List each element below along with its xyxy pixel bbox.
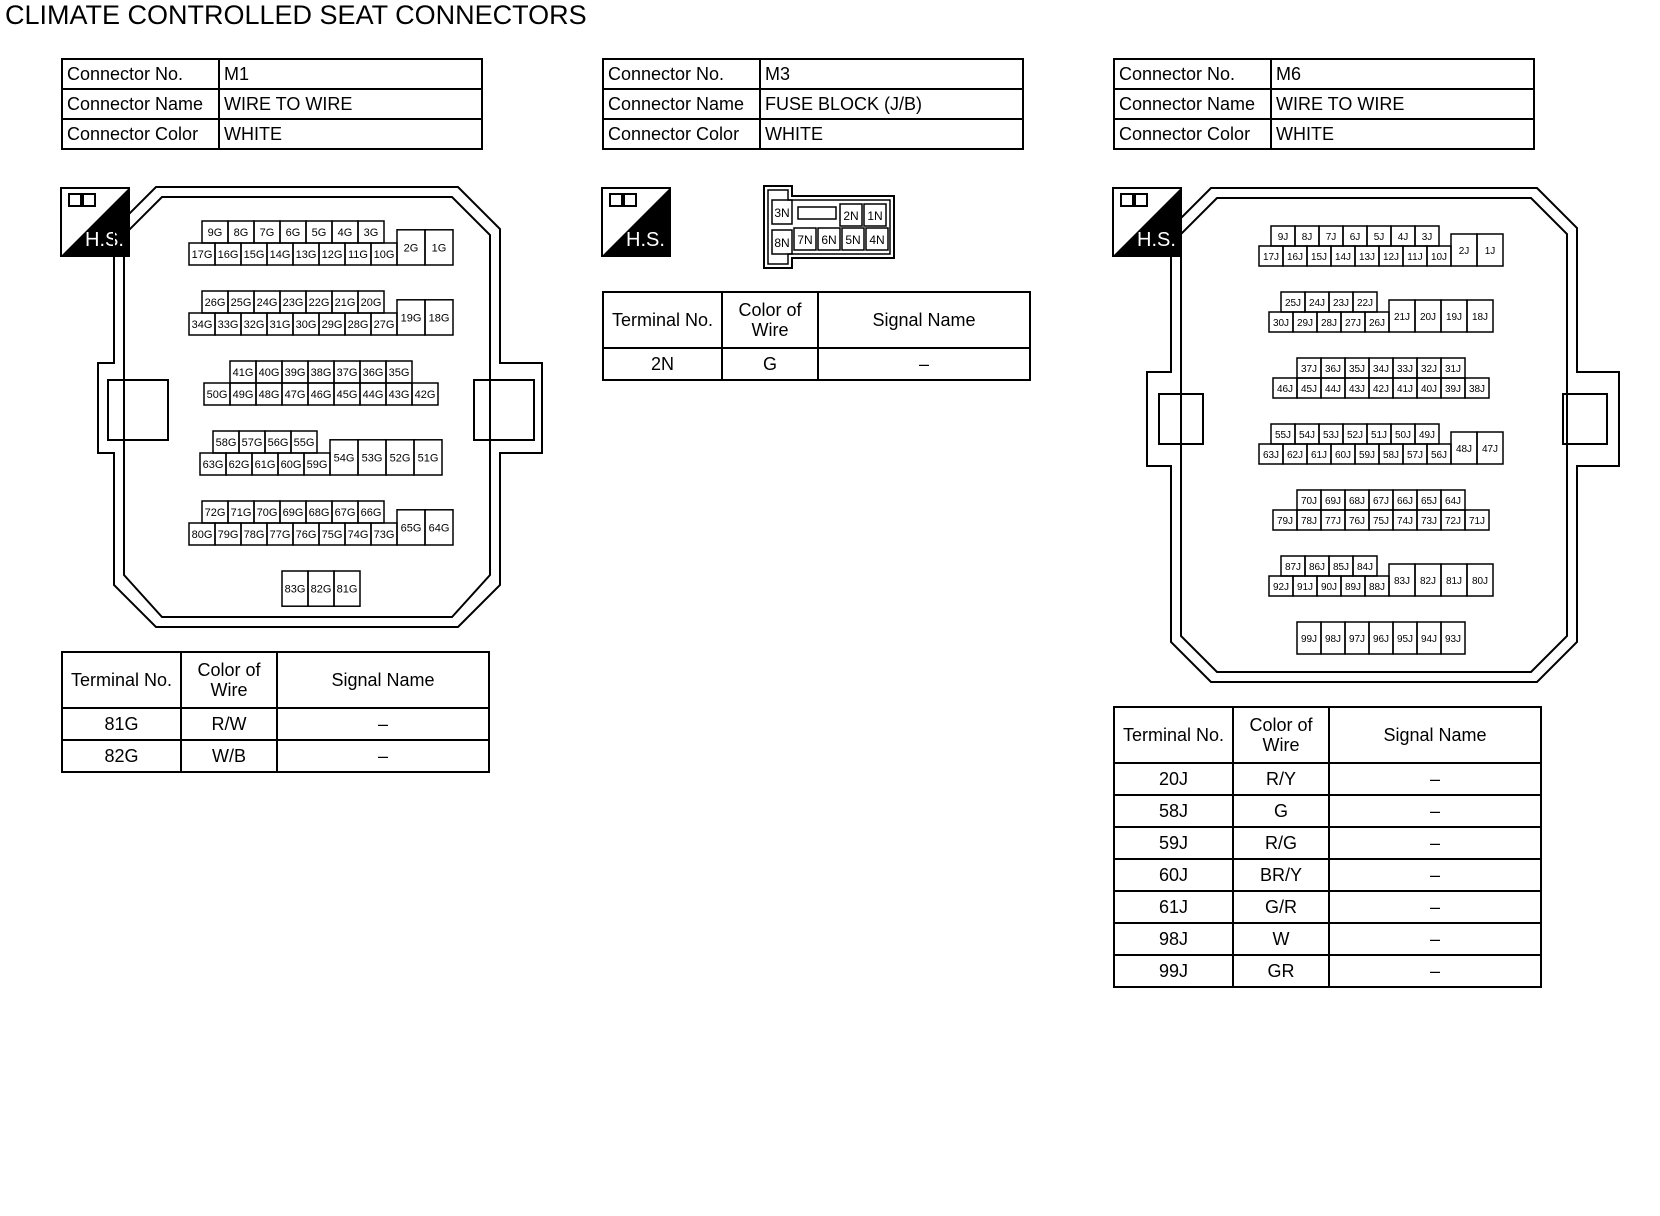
connector-color-value: WHITE bbox=[760, 119, 1023, 149]
pin-label: 12G bbox=[321, 249, 343, 261]
connector-info-m1 bbox=[61, 58, 483, 150]
terminal-cell: 58J bbox=[1114, 795, 1233, 827]
pin-label: 57G bbox=[241, 437, 263, 449]
pin-label: 37G bbox=[336, 367, 358, 379]
terminal-no-header: Terminal No. bbox=[1114, 707, 1233, 763]
connector-face-m1 bbox=[96, 185, 546, 635]
pin-label: 64G bbox=[428, 522, 450, 535]
connector-no-label: Connector No. bbox=[1114, 59, 1271, 89]
pin-label: 73G bbox=[373, 529, 395, 541]
pin-label: 49J bbox=[1418, 430, 1436, 441]
pin-label: 23G bbox=[282, 297, 304, 309]
pin-label: 37J bbox=[1300, 364, 1318, 375]
pin-label: 85J bbox=[1332, 562, 1350, 573]
connector-info-m3 bbox=[602, 58, 1024, 150]
pin-label: 52G bbox=[389, 452, 411, 465]
pin-label: 75G bbox=[321, 529, 343, 541]
terminal-table-header bbox=[1114, 707, 1541, 763]
pin-label: 41J bbox=[1396, 384, 1414, 395]
hs-label: H.S. bbox=[85, 229, 124, 251]
latch-slot bbox=[798, 207, 836, 219]
terminal-cell: 81G bbox=[62, 708, 181, 740]
terminal-table-header bbox=[62, 652, 489, 708]
pin-label: 19J bbox=[1445, 312, 1463, 323]
terminal-cell: 20J bbox=[1114, 763, 1233, 795]
pin-label: 4N bbox=[869, 233, 885, 247]
connector-color-label: Connector Color bbox=[1114, 119, 1271, 149]
connector-color-label: Connector Color bbox=[603, 119, 760, 149]
pin-label: 47G bbox=[284, 389, 306, 401]
pin-label: 1G bbox=[431, 242, 447, 255]
pin-label: 80J bbox=[1471, 576, 1489, 587]
connector-face-m6 bbox=[1145, 186, 1625, 686]
pin-label: 66J bbox=[1396, 496, 1414, 507]
pin-label: 11J bbox=[1407, 252, 1423, 263]
pin-label: 17G bbox=[191, 249, 213, 261]
pin-label: 77G bbox=[269, 529, 291, 541]
terminal-cell: 59J bbox=[1114, 827, 1233, 859]
pin-label: 91J bbox=[1296, 582, 1314, 593]
pin-label: 71G bbox=[230, 507, 252, 519]
pin-label: 71J bbox=[1468, 516, 1486, 527]
pin-label: 60J bbox=[1334, 450, 1352, 461]
pin-label: 6J bbox=[1349, 232, 1361, 243]
terminal-no-header: Terminal No. bbox=[62, 652, 181, 708]
pin-label: 55G bbox=[293, 437, 315, 449]
pin-label: 34J bbox=[1372, 364, 1390, 375]
pin-label: 6N bbox=[821, 233, 837, 247]
pin-label: 8N bbox=[774, 236, 790, 250]
pin-label: 86J bbox=[1308, 562, 1326, 573]
pin-label: 35G bbox=[388, 367, 410, 379]
pin-label: 19G bbox=[400, 312, 422, 325]
connector-name-label: Connector Name bbox=[1114, 89, 1271, 119]
table-row bbox=[62, 708, 489, 740]
pin-label: 28G bbox=[347, 319, 369, 331]
pin-label: 45J bbox=[1300, 384, 1318, 395]
signal-name-header: Signal Name bbox=[1329, 707, 1541, 763]
pin-label: 13G bbox=[295, 249, 317, 261]
signal-cell: – bbox=[1329, 763, 1541, 795]
pin-label: 43G bbox=[388, 389, 410, 401]
hs-label: H.S. bbox=[626, 229, 665, 251]
pin-label: 32J bbox=[1420, 364, 1438, 375]
pin-label: 16G bbox=[217, 249, 239, 261]
pin-label: 48J bbox=[1455, 444, 1473, 455]
wire-color-cell: G bbox=[1233, 795, 1329, 827]
connector-name-value: WIRE TO WIRE bbox=[219, 89, 482, 119]
pin-label: 61J bbox=[1310, 450, 1328, 461]
connector-name-row bbox=[603, 89, 1023, 119]
table-row bbox=[1114, 955, 1541, 987]
signal-cell: – bbox=[1329, 891, 1541, 923]
pin-label: 63J bbox=[1262, 450, 1280, 461]
pin-label: 67J bbox=[1372, 496, 1390, 507]
pin-label: 89J bbox=[1344, 582, 1362, 593]
pin-label: 46G bbox=[310, 389, 332, 401]
connector-no-row bbox=[603, 59, 1023, 89]
pin-label: 34G bbox=[191, 319, 213, 331]
wire-color-cell: R/W bbox=[181, 708, 277, 740]
pin-label: 29J bbox=[1296, 318, 1314, 329]
signal-cell: – bbox=[1329, 795, 1541, 827]
pin-label: 59G bbox=[306, 459, 328, 471]
pin-label: 78J bbox=[1300, 516, 1318, 527]
connector-no-row bbox=[1114, 59, 1534, 89]
connector-no-label: Connector No. bbox=[603, 59, 760, 89]
pin-label: 51J bbox=[1370, 430, 1388, 441]
terminal-no-header: Terminal No. bbox=[603, 292, 722, 348]
connector-no-label: Connector No. bbox=[62, 59, 219, 89]
pin-label: 26G bbox=[204, 297, 226, 309]
pin-label: 1N bbox=[867, 209, 883, 223]
table-row bbox=[1114, 827, 1541, 859]
pin-label: 72J bbox=[1444, 516, 1462, 527]
pin-label: 14J bbox=[1334, 252, 1352, 263]
pin-label: 70G bbox=[256, 507, 278, 519]
pin-label: 53J bbox=[1322, 430, 1340, 441]
pin-label: 44G bbox=[362, 389, 384, 401]
pin-label: 31G bbox=[269, 319, 291, 331]
pin-label: 79G bbox=[217, 529, 239, 541]
pin-label: 7N bbox=[797, 233, 813, 247]
pin-label: 99J bbox=[1300, 634, 1318, 645]
pin-label: 65J bbox=[1420, 496, 1438, 507]
pin-label: 27G bbox=[373, 319, 395, 331]
pin-label: 94J bbox=[1420, 634, 1438, 645]
pin-label: 17J bbox=[1262, 252, 1280, 263]
signal-cell: – bbox=[1329, 955, 1541, 987]
pin-label: 48G bbox=[258, 389, 280, 401]
pin-label: 38J bbox=[1468, 384, 1486, 395]
connector-no-value: M6 bbox=[1271, 59, 1534, 89]
pin-label: 33G bbox=[217, 319, 239, 331]
pin-label: 62G bbox=[228, 459, 250, 471]
pin-label: 9J bbox=[1277, 232, 1289, 243]
pin-label: 68G bbox=[308, 507, 330, 519]
terminal-table-m1 bbox=[61, 651, 490, 773]
pin-label: 10G bbox=[373, 249, 395, 261]
color-of-wire-header: Color of Wire bbox=[1233, 707, 1329, 763]
pin-label: 3G bbox=[363, 227, 379, 239]
pin-label: 20J bbox=[1419, 312, 1437, 323]
table-row bbox=[1114, 795, 1541, 827]
pin-label: 28J bbox=[1320, 318, 1338, 329]
pin-label: 40G bbox=[258, 367, 280, 379]
signal-cell: – bbox=[1329, 923, 1541, 955]
pin-label: 59J bbox=[1358, 450, 1376, 461]
pin-label: 5G bbox=[311, 227, 327, 239]
pin-label: 26J bbox=[1368, 318, 1386, 329]
page-title: CLIMATE CONTROLLED SEAT CONNECTORS bbox=[5, 0, 587, 30]
pin-label: 44J bbox=[1324, 384, 1342, 395]
pin-label: 2G bbox=[403, 242, 419, 255]
connector-color-value: WHITE bbox=[1271, 119, 1534, 149]
wire-color-cell: GR bbox=[1233, 955, 1329, 987]
pin-label: 18J bbox=[1471, 312, 1489, 323]
pin-label: 30J bbox=[1272, 318, 1290, 329]
pin-label: 2N bbox=[843, 209, 859, 223]
pin-label: 81G bbox=[336, 583, 358, 596]
pin-label: 50G bbox=[206, 389, 228, 401]
pin-label: 21G bbox=[334, 297, 356, 309]
pin-label: 93J bbox=[1444, 634, 1462, 645]
pin-label: 76J bbox=[1348, 516, 1366, 527]
connector-name-label: Connector Name bbox=[62, 89, 219, 119]
pin-label: 46J bbox=[1276, 384, 1294, 395]
connector-no-row bbox=[62, 59, 482, 89]
pin-label: 63G bbox=[202, 459, 224, 471]
pin-label: 72G bbox=[204, 507, 226, 519]
signal-cell: – bbox=[1329, 859, 1541, 891]
pin-label: 92J bbox=[1272, 582, 1290, 593]
hs-badge-m3 bbox=[602, 188, 670, 256]
connector-face-m3 bbox=[764, 186, 896, 270]
pin-label: 29G bbox=[321, 319, 343, 331]
pin-label: 95J bbox=[1396, 634, 1414, 645]
pin-label: 62J bbox=[1286, 450, 1304, 461]
pin-label: 23J bbox=[1332, 298, 1350, 309]
terminal-table-header bbox=[603, 292, 1030, 348]
signal-name-header: Signal Name bbox=[277, 652, 489, 708]
pin-label: 49G bbox=[232, 389, 254, 401]
terminal-cell: 98J bbox=[1114, 923, 1233, 955]
connector-color-row bbox=[62, 119, 482, 149]
pin-label: 13J bbox=[1358, 252, 1376, 263]
terminal-cell: 61J bbox=[1114, 891, 1233, 923]
pin-label: 60G bbox=[280, 459, 302, 471]
pin-label: 5N bbox=[845, 233, 861, 247]
pin-label: 4G bbox=[337, 227, 353, 239]
connector-name-label: Connector Name bbox=[603, 89, 760, 119]
wire-color-cell: R/Y bbox=[1233, 763, 1329, 795]
pin-label: 70J bbox=[1300, 496, 1318, 507]
hs-label: H.S. bbox=[1137, 229, 1176, 251]
wire-color-cell: R/G bbox=[1233, 827, 1329, 859]
pin-label: 67G bbox=[334, 507, 356, 519]
pin-label: 27J bbox=[1344, 318, 1362, 329]
pin-label: 39J bbox=[1444, 384, 1462, 395]
pin-label: 32G bbox=[243, 319, 265, 331]
pin-label: 47J bbox=[1481, 444, 1499, 455]
pin-label: 40J bbox=[1420, 384, 1438, 395]
pin-label: 39G bbox=[284, 367, 306, 379]
terminal-cell: 60J bbox=[1114, 859, 1233, 891]
connector-info-m6 bbox=[1113, 58, 1535, 150]
pin-label: 8J bbox=[1301, 232, 1313, 243]
pin-label: 53G bbox=[361, 452, 383, 465]
pin-label: 80G bbox=[191, 529, 213, 541]
pin-label: 36G bbox=[362, 367, 384, 379]
wire-color-cell: W bbox=[1233, 923, 1329, 955]
terminal-table-m3 bbox=[602, 291, 1031, 381]
pin-label: 38G bbox=[310, 367, 332, 379]
pin-label: 9G bbox=[207, 227, 223, 239]
pin-label: 51G bbox=[417, 452, 439, 465]
table-row bbox=[62, 740, 489, 772]
connector-name-value: WIRE TO WIRE bbox=[1271, 89, 1534, 119]
pin-label: 22J bbox=[1356, 298, 1374, 309]
terminal-cell: 99J bbox=[1114, 955, 1233, 987]
pin-label: 20G bbox=[360, 297, 382, 309]
pin-label: 12J bbox=[1382, 252, 1400, 263]
pin-label: 54G bbox=[333, 452, 355, 465]
signal-cell: – bbox=[818, 348, 1030, 380]
pin-label: 88J bbox=[1368, 582, 1386, 593]
pin-label: 81J bbox=[1445, 576, 1463, 587]
pin-label: 84J bbox=[1356, 562, 1374, 573]
pin-label: 64J bbox=[1444, 496, 1462, 507]
pin-label: 15J bbox=[1310, 252, 1328, 263]
pin-label: 57J bbox=[1406, 450, 1424, 461]
pin-label: 74J bbox=[1396, 516, 1414, 527]
pin-label: 30G bbox=[295, 319, 317, 331]
terminal-table-m6 bbox=[1113, 706, 1542, 988]
pin-label: 82G bbox=[310, 583, 332, 596]
pin-label: 36J bbox=[1324, 364, 1342, 375]
pin-label: 41G bbox=[232, 367, 254, 379]
pin-label: 25G bbox=[230, 297, 252, 309]
pin-label: 58J bbox=[1382, 450, 1400, 461]
table-row bbox=[1114, 763, 1541, 795]
pin-label: 3N bbox=[774, 206, 790, 220]
pin-label: 7G bbox=[259, 227, 275, 239]
signal-cell: – bbox=[277, 708, 489, 740]
pin-label: 16J bbox=[1286, 252, 1304, 263]
pin-label: 18G bbox=[428, 312, 450, 325]
pin-label: 21J bbox=[1393, 312, 1411, 323]
pin-label: 50J bbox=[1394, 430, 1412, 441]
pin-label: 43J bbox=[1348, 384, 1366, 395]
pin-label: 56J bbox=[1430, 450, 1448, 461]
wire-color-cell: G bbox=[722, 348, 818, 380]
connector-name-row bbox=[62, 89, 482, 119]
pin-label: 83G bbox=[284, 583, 306, 596]
pin-label: 61G bbox=[254, 459, 276, 471]
pin-label: 74G bbox=[347, 529, 369, 541]
pin-label: 24G bbox=[256, 297, 278, 309]
pin-label: 79J bbox=[1276, 516, 1294, 527]
pin-label: 8G bbox=[233, 227, 249, 239]
color-of-wire-header: Color of Wire bbox=[722, 292, 818, 348]
signal-cell: – bbox=[277, 740, 489, 772]
pin-label: 31J bbox=[1444, 364, 1462, 375]
table-row bbox=[1114, 859, 1541, 891]
pin-label: 98J bbox=[1324, 634, 1342, 645]
connector-color-value: WHITE bbox=[219, 119, 482, 149]
signal-name-header: Signal Name bbox=[818, 292, 1030, 348]
pin-label: 68J bbox=[1348, 496, 1366, 507]
pin-label: 75J bbox=[1372, 516, 1390, 527]
color-of-wire-header: Color of Wire bbox=[181, 652, 277, 708]
pin-label: 58G bbox=[215, 437, 237, 449]
pin-label: 42J bbox=[1372, 384, 1390, 395]
pin-label: 69J bbox=[1324, 496, 1342, 507]
pin-label: 6G bbox=[285, 227, 301, 239]
pin-label: 2J bbox=[1458, 246, 1470, 257]
pin-label: 24J bbox=[1308, 298, 1326, 309]
pin-label: 55J bbox=[1274, 430, 1292, 441]
pin-label: 45G bbox=[336, 389, 358, 401]
signal-cell: – bbox=[1329, 827, 1541, 859]
pin-label: 66G bbox=[360, 507, 382, 519]
pin-label: 69G bbox=[282, 507, 304, 519]
pin-label: 3J bbox=[1421, 232, 1433, 243]
pin-label: 96J bbox=[1372, 634, 1390, 645]
table-row bbox=[1114, 923, 1541, 955]
pin-label: 35J bbox=[1348, 364, 1366, 375]
wire-color-cell: W/B bbox=[181, 740, 277, 772]
terminal-cell: 82G bbox=[62, 740, 181, 772]
pin-label: 78G bbox=[243, 529, 265, 541]
connector-no-value: M3 bbox=[760, 59, 1023, 89]
wire-color-cell: G/R bbox=[1233, 891, 1329, 923]
pin-label: 56G bbox=[267, 437, 289, 449]
pin-label: 82J bbox=[1419, 576, 1437, 587]
table-row bbox=[1114, 891, 1541, 923]
pin-label: 65G bbox=[400, 522, 422, 535]
wire-color-cell: BR/Y bbox=[1233, 859, 1329, 891]
connector-color-label: Connector Color bbox=[62, 119, 219, 149]
pin-label: 97J bbox=[1348, 634, 1366, 645]
pin-label: 33J bbox=[1396, 364, 1414, 375]
pin-label: 5J bbox=[1373, 232, 1385, 243]
terminal-cell: 2N bbox=[603, 348, 722, 380]
pin-label: 14G bbox=[269, 249, 291, 261]
connector-name-value: FUSE BLOCK (J/B) bbox=[760, 89, 1023, 119]
pin-label: 25J bbox=[1284, 298, 1302, 309]
pin-label: 52J bbox=[1346, 430, 1364, 441]
pin-label: 1J bbox=[1484, 246, 1496, 257]
pin-label: 54J bbox=[1298, 430, 1316, 441]
pin-label: 4J bbox=[1397, 232, 1409, 243]
connector-name-row bbox=[1114, 89, 1534, 119]
pin-label: 90J bbox=[1320, 582, 1338, 593]
pin-label: 76G bbox=[295, 529, 317, 541]
pin-label: 7J bbox=[1325, 232, 1337, 243]
connector-no-value: M1 bbox=[219, 59, 482, 89]
connector-color-row bbox=[1114, 119, 1534, 149]
pin-label: 73J bbox=[1420, 516, 1438, 527]
connector-color-row bbox=[603, 119, 1023, 149]
pin-label: 83J bbox=[1393, 576, 1411, 587]
pin-label: 11G bbox=[348, 249, 368, 261]
pin-label: 87J bbox=[1284, 562, 1302, 573]
pin-label: 15G bbox=[243, 249, 265, 261]
pin-label: 42G bbox=[414, 389, 436, 401]
pin-label: 22G bbox=[308, 297, 330, 309]
table-row bbox=[603, 348, 1030, 380]
pin-label: 10J bbox=[1430, 252, 1448, 263]
pin-label: 77J bbox=[1324, 516, 1342, 527]
